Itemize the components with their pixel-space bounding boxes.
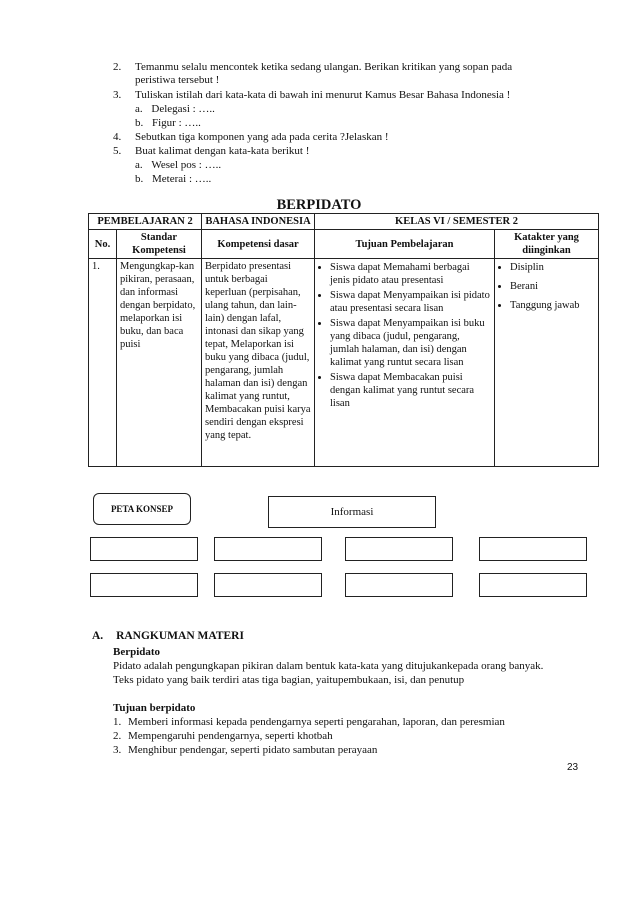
cell-tujuan bbox=[315, 259, 495, 467]
list-item: • Disiplin bbox=[510, 261, 595, 274]
list-number: 3. bbox=[113, 744, 122, 756]
list-item bbox=[113, 730, 603, 743]
header-karakter: Katakter yang diinginkan bbox=[495, 230, 599, 259]
subheading: Tujuan berpidato bbox=[113, 702, 196, 714]
question-text-cont: peristiwa tersebut ! bbox=[135, 74, 220, 86]
sub-item-letter: a. bbox=[135, 103, 143, 115]
question-text: Sebutkan tiga komponen yang ada pada cerita ?Jelaskan ! bbox=[135, 131, 389, 143]
concept-box bbox=[214, 537, 322, 561]
concept-box bbox=[479, 537, 587, 561]
concept-center-box: Informasi bbox=[268, 496, 436, 528]
question-text: Temanmu selalu mencontek ketika sedang ulangan. Berikan kritikan yang sopan pada bbox=[135, 61, 513, 73]
header-subject: BAHASA INDONESIA bbox=[202, 214, 315, 230]
section-heading-text: RANGKUMAN MATERI bbox=[116, 630, 244, 642]
header-pembelajaran: PEMBELAJARAN 2 bbox=[89, 214, 202, 230]
list-text: Memberi informasi kepada pendengarnya seperti pengarahan, laporan, dan peresmian bbox=[128, 716, 505, 728]
list-item: • Siswa dapat Menyampaikan isi buku yang dibaca (judul, pengarang, jumlah halaman, dan isi) dengan kalimat yang runtut secara lisan bbox=[330, 317, 491, 369]
table-row bbox=[89, 259, 599, 467]
header-kelas: KELAS VI / SEMESTER 2 bbox=[315, 214, 599, 230]
paragraph: Teks pidato yang baik terdiri atas tiga bagian, yaitupembukaan, isi, dan penutup bbox=[113, 674, 465, 686]
table-header-row bbox=[89, 230, 599, 259]
subheading: Berpidato bbox=[113, 646, 161, 658]
header-no: No. bbox=[89, 230, 117, 259]
table-header-row bbox=[89, 214, 599, 230]
sub-item-letter: b. bbox=[135, 173, 144, 185]
concept-box bbox=[479, 573, 587, 597]
list-item: • Siswa dapat Memahami berbagai jenis pidato atau presentasi bbox=[330, 261, 491, 287]
curriculum-table bbox=[88, 213, 599, 467]
sub-item-text: Delegasi : ….. bbox=[151, 103, 215, 115]
concept-box bbox=[345, 573, 453, 597]
sub-item bbox=[135, 159, 221, 172]
list-item bbox=[113, 716, 603, 729]
list-number: 2. bbox=[113, 730, 122, 742]
list-item: • Tanggung jawab bbox=[510, 299, 595, 312]
sub-item bbox=[135, 103, 215, 116]
section-heading bbox=[92, 630, 244, 642]
concept-box bbox=[90, 537, 198, 561]
list-item: • Siswa dapat Menyampaikan isi pidato atau presentasi secara lisan bbox=[330, 289, 491, 315]
cell-standar: Mengungkap-kan pikiran, perasaan, dan informasi dengan berpidato, melaporkan isi buku, dan baca puisi bbox=[117, 259, 202, 467]
question-3 bbox=[113, 89, 583, 102]
question-number: 3. bbox=[113, 89, 122, 101]
concept-box bbox=[214, 573, 322, 597]
question-4 bbox=[113, 131, 583, 144]
list-item: • Siswa dapat Membacakan puisi dengan kalimat yang runtut secara lisan bbox=[330, 371, 491, 410]
header-tujuan: Tujuan Pembelajaran bbox=[315, 230, 495, 259]
header-standar: Standar Kompetensi bbox=[117, 230, 202, 259]
sub-item-letter: a. bbox=[135, 159, 143, 171]
page-number: 23 bbox=[567, 762, 579, 773]
list-number: 1. bbox=[113, 716, 122, 728]
list-text: Menghibur pendengar, seperti pidato sambutan perayaan bbox=[128, 744, 378, 756]
peta-konsep-label: PETA KONSEP bbox=[93, 493, 191, 525]
question-number: 4. bbox=[113, 131, 122, 143]
cell-no: 1. bbox=[89, 259, 117, 467]
cell-kompetensi: Berpidato presentasi untuk berbagai keperluan (perpisahan, ulang tahun, dan lain-lain) dengan lafal, intonasi dan sikap yang tepat, Melaporkan isi buku yang dibaca (judul, pengarang, jumlah halaman dan isi) dengan kalimat yang runtut, Membacakan puisi karya sendiri dengan ekspresi yang tepat. bbox=[202, 259, 315, 467]
question-number: 5. bbox=[113, 145, 122, 157]
list-item: • Berani bbox=[510, 280, 595, 293]
question-2 bbox=[113, 61, 583, 87]
sub-item-text: Wesel pos : ….. bbox=[151, 159, 222, 171]
sub-item-text: Meterai : ….. bbox=[152, 173, 212, 185]
question-number: 2. bbox=[113, 61, 122, 73]
list-text: Mempengaruhi pendengarnya, seperti khotbah bbox=[128, 730, 333, 742]
page-title: BERPIDATO bbox=[276, 197, 362, 213]
section-letter: A. bbox=[92, 630, 104, 642]
question-5 bbox=[113, 145, 583, 158]
sub-item bbox=[135, 173, 211, 186]
concept-box bbox=[90, 573, 198, 597]
question-text: Buat kalimat dengan kata-kata berikut ! bbox=[135, 145, 310, 157]
header-kompetensi: Kompetensi dasar bbox=[202, 230, 315, 259]
list-item bbox=[113, 744, 603, 757]
sub-item-text: Figur : ….. bbox=[152, 117, 201, 129]
paragraph: Pidato adalah pengungkapan pikiran dalam bentuk kata-kata yang ditujukankepada orang banyak. bbox=[113, 660, 544, 672]
sub-item bbox=[135, 117, 201, 130]
concept-box bbox=[345, 537, 453, 561]
question-text: Tuliskan istilah dari kata-kata di bawah ini menurut Kamus Besar Bahasa Indonesia ! bbox=[135, 89, 511, 101]
sub-item-letter: b. bbox=[135, 117, 144, 129]
cell-karakter bbox=[495, 259, 599, 467]
